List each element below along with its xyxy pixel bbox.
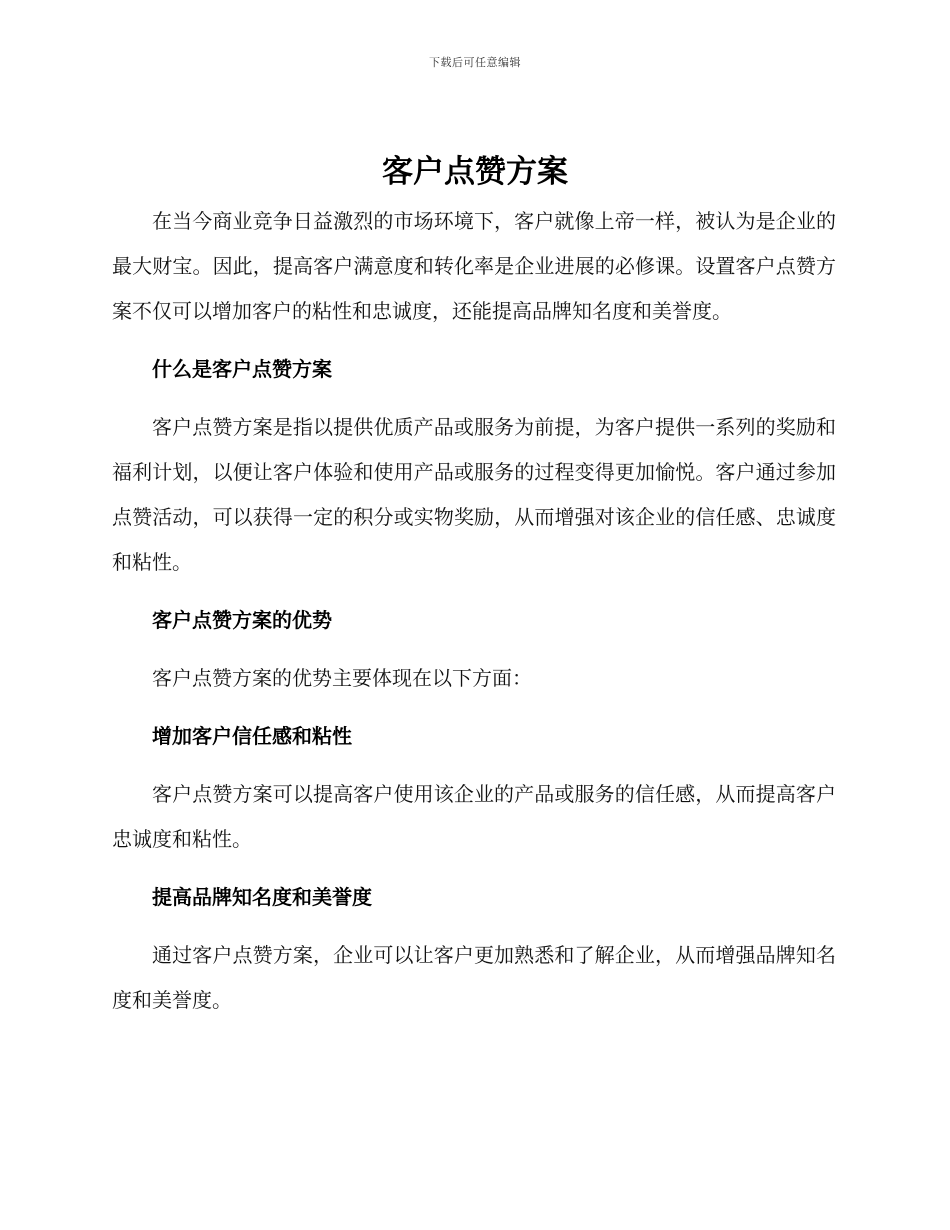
spacer xyxy=(112,334,836,347)
section-paragraph: 客户点赞方案可以提高客户使用该企业的产品或服务的信任感，从而提高客户忠诚度和粘性。 xyxy=(112,782,836,851)
header-note: 下载后可任意编辑 xyxy=(429,56,521,69)
spacer xyxy=(112,701,836,714)
section-paragraph: 通过客户点赞方案，企业可以让客户更加熟悉和了解企业，从而增强品牌知名度和美誉度。 xyxy=(112,943,836,1012)
spacer xyxy=(112,392,836,405)
intro-paragraph: 在当今商业竞争日益激烈的市场环境下，客户就像上帝一样，被认为是企业的最大财宝。因此，提高客户满意度和转化率是企业进展的必修课。设置客户点赞方案不仅可以增加客户的粘性和忠诚度，还能提高品牌知名度和美誉度。 xyxy=(112,209,836,323)
section-heading: 客户点赞方案的优势 xyxy=(152,608,332,632)
section-paragraph: 客户点赞方案的优势主要体现在以下方面： xyxy=(152,666,532,690)
document-body xyxy=(112,199,836,1023)
section-heading: 什么是客户点赞方案 xyxy=(152,357,332,381)
section-heading: 增加客户信任感和粘性 xyxy=(152,724,352,748)
spacer xyxy=(112,643,836,656)
document-title: 客户点赞方案 xyxy=(382,154,568,190)
section-paragraph: 客户点赞方案是指以提供优质产品或服务为前提，为客户提供一系列的奖励和福利计划，以便让客户体验和使用产品或服务的过程变得更加愉悦。客户通过参加点赞活动，可以获得一定的积分或实物奖励，从而增强对该企业的信任感、忠诚度和粘性。 xyxy=(112,415,836,574)
spacer xyxy=(112,920,836,933)
spacer xyxy=(112,862,836,875)
section-heading: 提高品牌知名度和美誉度 xyxy=(152,885,372,909)
spacer xyxy=(112,759,836,772)
spacer xyxy=(112,585,836,598)
